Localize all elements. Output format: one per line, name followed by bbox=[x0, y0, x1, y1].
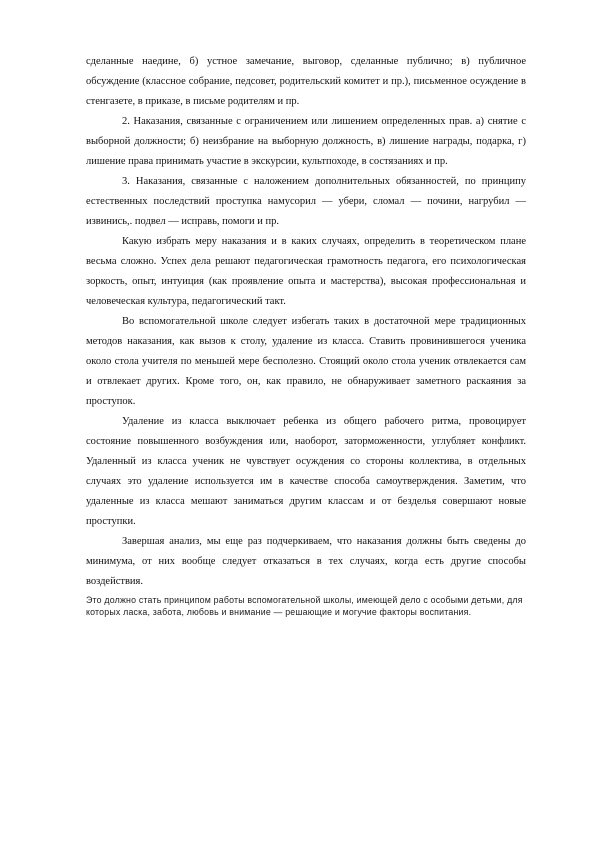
paragraph-avoid-traditional: Во вспомогательной школе следует избегать таких в достаточной мере традиционных методов наказания, как вызов к столу, удаление из класса. Ставить провинившегося ученика около стола учителя по меньшей мере бесполезно. Стоящий около стола ученик отвлекается сам и отвлекает других. Кроме того, он, как правило, не обнаруживает заметного раскаяния за проступок. bbox=[86, 316, 526, 407]
paragraph-conclusion: Завершая анализ, мы еще раз подчеркиваем, что наказания должны быть сведены до минимума, от них вообще следует отказаться в тех случаях, когда есть другие способы воздействия. bbox=[86, 536, 526, 587]
paragraph-punishment-duties: 3. Наказания, связанные с наложением дополнительных обязанностей, по принципу естественных последствий проступка намусорил — убери, сломал — почини, нагрубил — извинись,. подвел — исправь, помоги и пр. bbox=[86, 176, 526, 227]
paragraph-continued: сделанные наедине, б) устное замечание, выговор, сделанные публично; в) публичное обсуждение (классное собрание, педсовет, родительский комитет и пр.), письменное осуждение в стенгазете, в приказе, в письме родителям и пр. bbox=[86, 56, 526, 107]
closing-note: Это должно стать принципом работы вспомогательной школы, имеющей дело с особыми детьми, для которых ласка, забота, любовь и внимание — решающие и могучие факторы воспитания. bbox=[86, 595, 523, 617]
paragraph-removal-from-class: Удаление из класса выключает ребенка из общего рабочего ритма, провоцирует состояние повышенного возбуждения или, наоборот, заторможенности, углубляет конфликт. Удаленный из класса ученик не чувствует осуждения со стороны коллектива, в отдельных случаях это удаление используется им в качестве способа самоутверждения. Заметим, что удаленные из класса мешают заниматься другим классам и от безделья совершают новые проступки. bbox=[86, 416, 526, 527]
document-page bbox=[86, 52, 526, 627]
paragraph-choosing-punishment: Какую избрать меру наказания и в каких случаях, определить в теоретическом плане весьма сложно. Успех дела решают педагогическая грамотность педагога, его психологическая зоркость, опыт, интуиция (как проявление опыта и мастерства), высокая профессиональная и человеческая культура, педагогический такт. bbox=[86, 236, 526, 307]
paragraph-punishment-rights: 2. Наказания, связанные с ограничением или лишением определенных прав. а) снятие с выборной должности; б) неизбрание на выборную должность, в) лишение награды, подарка, г) лишение права принимать участие в экскурсии, культпоходе, в состязаниях и пр. bbox=[86, 116, 526, 167]
